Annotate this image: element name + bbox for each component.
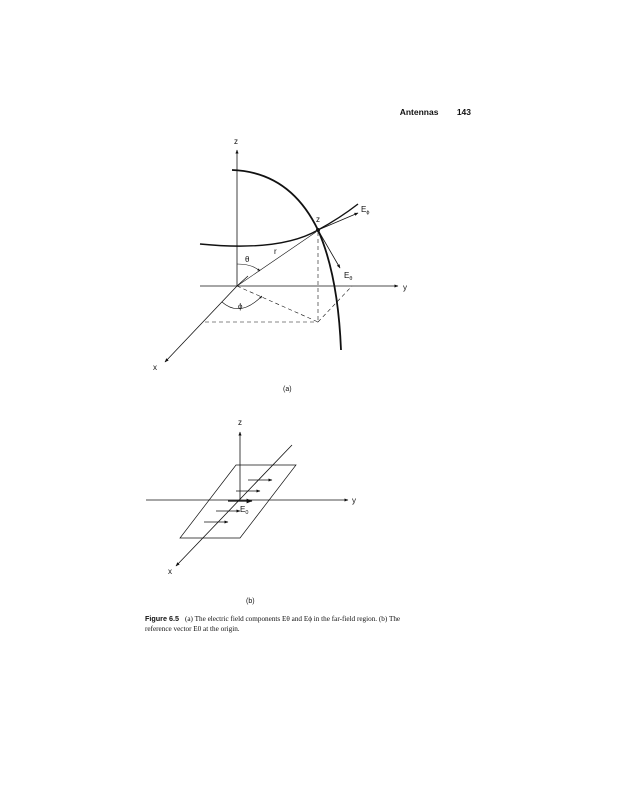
panel-label-b: (b) [246, 598, 255, 605]
a-theta-label: θ [245, 255, 250, 264]
caption-figure-number: Figure 6.5 [145, 614, 179, 623]
b-x-axis-label: x [168, 567, 172, 576]
b-field-arrows [204, 480, 272, 522]
page-number: 143 [456, 107, 471, 117]
panel-label-a: (a) [283, 386, 292, 393]
a-y-axis-label: y [403, 283, 407, 292]
a-e-phi-label: $E_\phi$ [361, 205, 370, 216]
b-e0-label: $E_0$ [240, 505, 249, 516]
caption-text: (a) The electric field components Eθ and Eϕ in the far-field region. (b) The reference vector E0 at the origin. [145, 615, 401, 633]
figure-b [146, 418, 356, 576]
a-x-axis-label: x [153, 363, 157, 372]
b-x-axis [176, 445, 292, 566]
a-x-axis [165, 286, 237, 362]
a-phi-label: ϕ [238, 302, 243, 311]
b-z-axis-label: z [238, 418, 242, 427]
a-z-axis-label: z [234, 137, 238, 146]
a-x-axis-back [237, 276, 248, 286]
a-phi-arc [200, 204, 358, 246]
b-y-axis-label: y [352, 496, 356, 505]
a-e-phi-arrow [318, 213, 358, 230]
a-r-label: r [274, 247, 277, 256]
running-title: Antennas [399, 107, 439, 117]
a-theta-angle-arc [237, 264, 260, 271]
figure-caption [145, 614, 415, 634]
a-e-theta-label: $E_\theta$ [344, 271, 353, 282]
figure-a [153, 137, 407, 372]
a-point-label: z [316, 215, 320, 224]
